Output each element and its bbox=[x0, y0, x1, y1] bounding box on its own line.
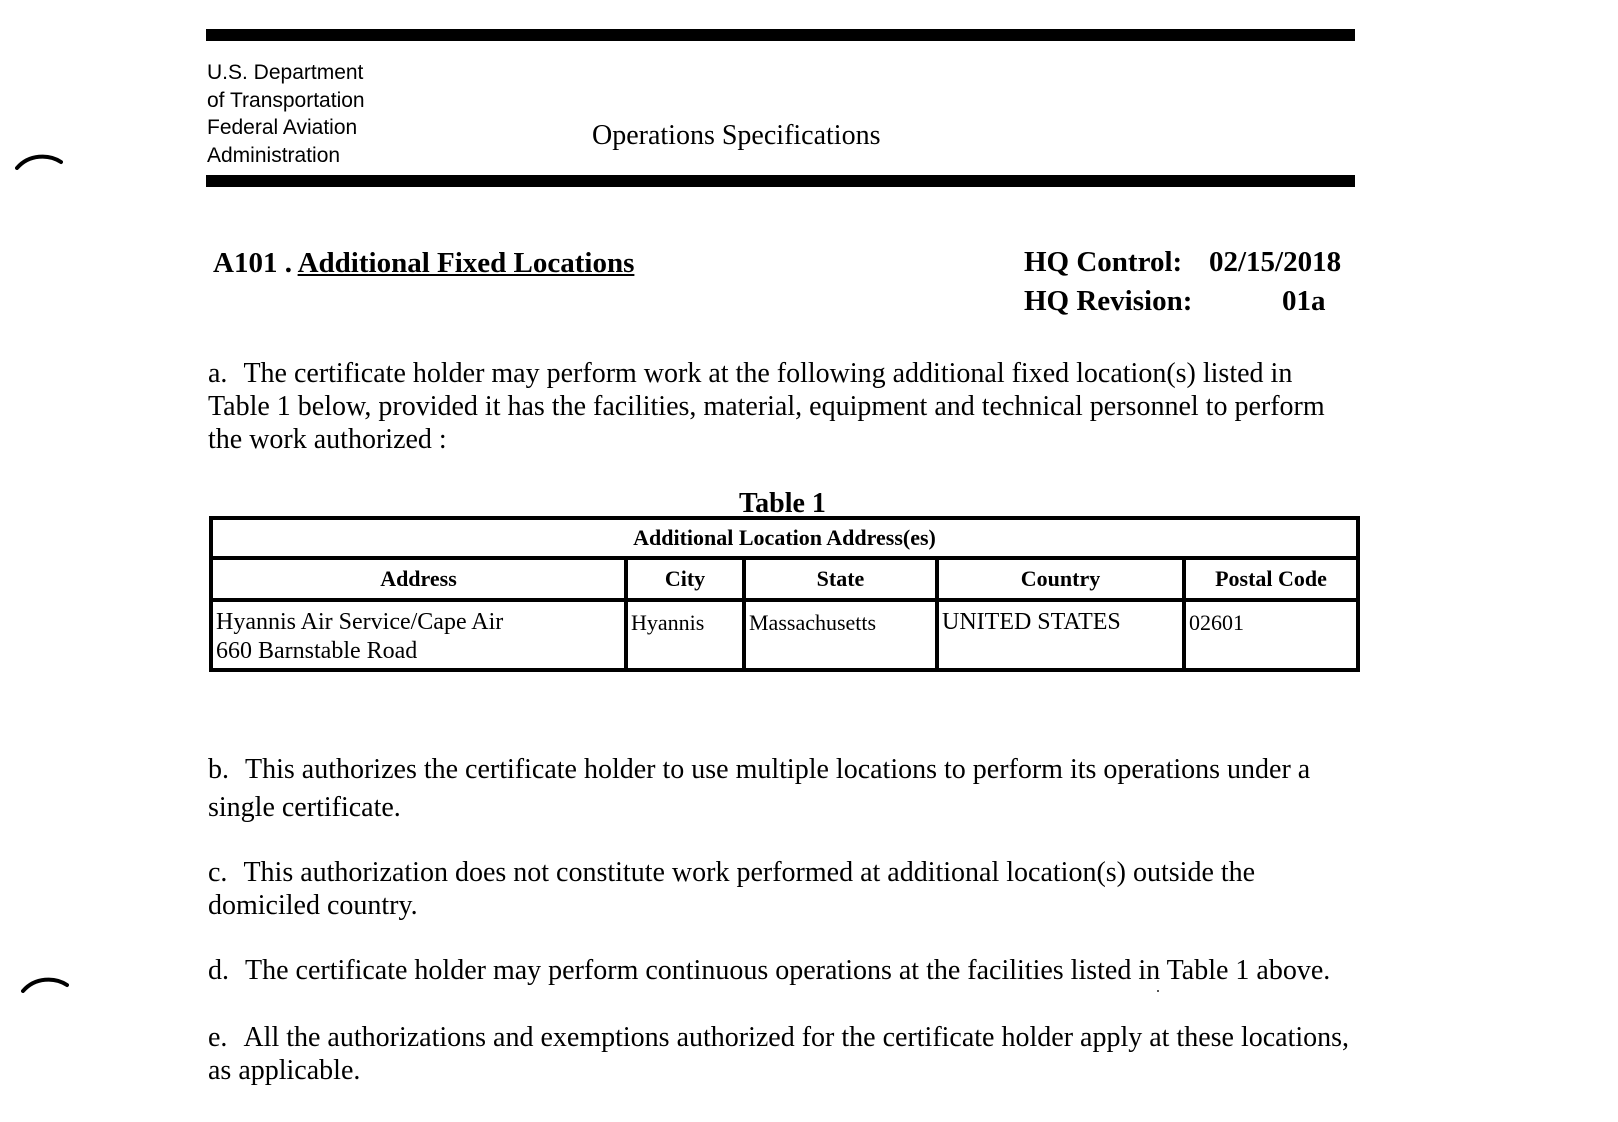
paragraph-text: The certificate holder may perform work at the following additional fixed location(s) listed in Table 1 below, provided it has the facilities, material, equipment and technical personnel to perform the work authorized : bbox=[208, 358, 1325, 455]
hq-revision-row bbox=[1024, 282, 1341, 321]
paragraph-text: This authorizes the certificate holder to use multiple locations to perform its operations under a single certificate. bbox=[208, 754, 1311, 823]
hq-control-label: HQ Control: bbox=[1024, 246, 1183, 278]
paragraph-text: This authorization does not constitute work performed at additional location(s) outside the domiciled country. bbox=[208, 857, 1256, 921]
section-code: A101 . bbox=[213, 247, 292, 279]
punch-hole-mark bbox=[15, 152, 63, 170]
column-header-postal-code: Postal Code bbox=[1184, 558, 1358, 600]
section-heading bbox=[213, 247, 634, 280]
address-line: Hyannis Air Service/Cape Air bbox=[216, 609, 504, 635]
document-title: Operations Specifications bbox=[592, 120, 881, 151]
paragraph-c bbox=[208, 856, 1358, 922]
state-cell: Massachusetts bbox=[744, 600, 937, 670]
paragraph-letter: e. bbox=[208, 1022, 228, 1053]
paragraph-text: All the authorizations and exemptions authorized for the certificate holder apply at these locations, as applicable. bbox=[208, 1022, 1350, 1086]
country-cell: UNITED STATES bbox=[937, 600, 1184, 670]
address-line: 660 Barnstable Road bbox=[216, 638, 418, 664]
hq-revision-label: HQ Revision: bbox=[1024, 285, 1193, 317]
punch-hole-mark bbox=[21, 975, 69, 993]
agency-line: U.S. Department bbox=[207, 61, 364, 84]
header-bottom-rule bbox=[206, 175, 1355, 187]
section-title: Additional Fixed Locations bbox=[297, 247, 635, 279]
column-header-address: Address bbox=[211, 558, 626, 600]
locations-table bbox=[209, 516, 1360, 672]
paragraph-d bbox=[208, 954, 1358, 987]
paragraph-a bbox=[208, 357, 1358, 456]
paragraph-letter: b. bbox=[208, 754, 229, 785]
hq-info bbox=[1024, 243, 1341, 321]
hq-control-value: 02/15/2018 bbox=[1209, 246, 1342, 278]
column-header-city: City bbox=[626, 558, 744, 600]
hq-revision-value: 01a bbox=[1282, 285, 1326, 317]
hq-control-row bbox=[1024, 243, 1341, 282]
postal-code-cell: 02601 bbox=[1184, 600, 1358, 670]
table-group-header: Additional Location Address(es) bbox=[211, 518, 1358, 558]
column-header-state: State bbox=[744, 558, 937, 600]
paragraph-letter: d. bbox=[208, 955, 229, 986]
column-header-country: Country bbox=[937, 558, 1184, 600]
paragraph-letter: a. bbox=[208, 358, 228, 389]
agency-line: Administration bbox=[207, 143, 341, 167]
agency-line: Federal Aviation bbox=[207, 116, 358, 139]
paragraph-b bbox=[208, 751, 1358, 827]
scan-speck bbox=[1157, 990, 1159, 992]
address-cell bbox=[211, 600, 626, 670]
paragraph-letter: c. bbox=[208, 857, 228, 888]
header-top-rule bbox=[206, 29, 1355, 41]
table-caption: Table 1 bbox=[739, 488, 826, 519]
agency-name bbox=[207, 59, 365, 169]
city-cell: Hyannis bbox=[626, 600, 744, 670]
paragraph-e bbox=[208, 1021, 1358, 1087]
paragraph-text: The certificate holder may perform continuous operations at the facilities listed in Table 1 above. bbox=[245, 955, 1331, 986]
agency-line: of Transportation bbox=[207, 88, 365, 112]
table-row bbox=[211, 600, 1358, 670]
